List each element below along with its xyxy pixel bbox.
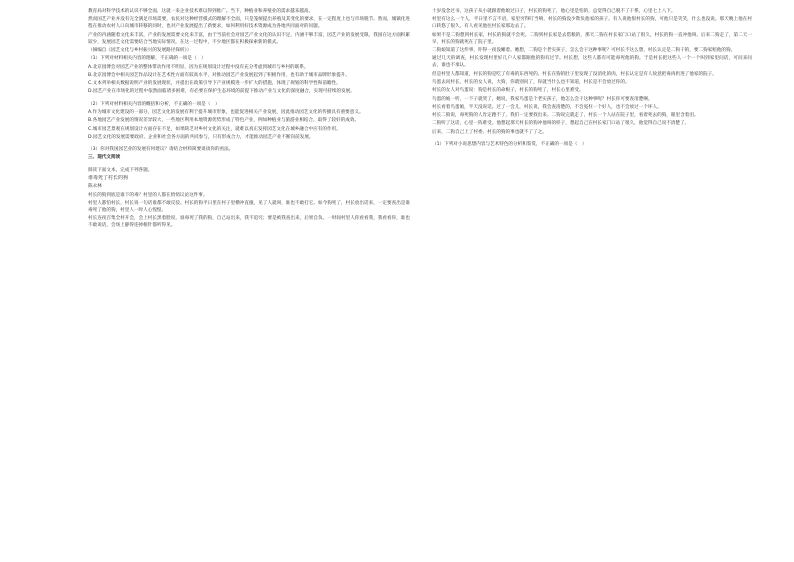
option-b: B.各地园艺产业发展的情况差异较大，一些地区利用本地资源优势形成了特色产业，例如种植业与旅游业相结合，取得了较好的成效。 — [88, 118, 360, 124]
option-a: A.北京园博会对园艺产业的整体带动作用不明显，因为在规划设计过程中没有充分考虑到城市与乡村的联系。 — [88, 64, 309, 70]
author: 陈永林 — [88, 184, 102, 190]
section-title: 三、现代文阅读 — [88, 155, 121, 161]
question-1: （1）下列对小说思想内容与艺术特色的分析和鉴赏，不正确的一项是（ ） — [432, 141, 587, 147]
story-paragraph: 鸟蛋的娘一听，一下子就哭了，她说，我家鸟蛋是个老实孩子，他怎么会干这种事呢？村长你可要查清楚啊。 — [432, 96, 653, 102]
story-paragraph: 后来，二狗自己上了村委，村长的狗的事也就不了了之。 — [432, 129, 547, 135]
story-paragraph: 鸟蛋去问村长，村长的女人说，大狗，你就别问了，你就当什么也不知道，村长是不会放过你的。 — [432, 79, 630, 85]
story-paragraph: 村长看着鸟蛋娘，半天没说话。过了一会儿，村长说，我会查清楚的，不会冤枉一个好人，也不会放过一个坏人。 — [432, 104, 662, 110]
option-a: A.作为城市文化建设的一部分，园艺文化的发展有利于提升城市形象，也能促进相关产业发展，因此推动园艺文化的传播具有重要意义。 — [88, 110, 364, 115]
story-paragraph: 村里有这么一个人，平日里不言不语，家里穷得叮当响，村长的狗没少欺负他家的孩子。有人说他恨村长的狗，可他只是笑笑，什么也没说。那天晚上他在村口转悠了很久，有人看见他往村长家那边去了。 — [432, 17, 752, 30]
source-note: （摘编自《园艺文化与乡村振兴的发展路径探析》） — [88, 48, 192, 54]
story-paragraph: 村长的女人对鸟蛋说：狗是村长的命根子，村长的狗死了，村长心里难受。 — [432, 88, 584, 94]
option-b: B.北京园博会中相关园艺作品设计在艺术性方面有较高水平，对推动园艺产业发展起到了积极作用，也有助于城市品牌形象提升。 — [88, 72, 350, 78]
paragraph: 教育局对科学技术的认识不够全面，这就一来企业技术难以得到推广。当下，种植业和养殖业的需求越来越高。 — [88, 9, 314, 14]
story-paragraph: 二狗听了这话，心里一阵难受。他想起那天村长的狗冲他叫的样子，想起自己在村长家门口站了很久，他觉得自己说不清楚了。 — [432, 121, 690, 127]
story-paragraph: 村长连夜召集全村开会，会上村长黑着脸说，谁毒死了我的狗，自己站出来，我不追究；要是被我查出来，后果自负。一时间村里人你看看我，我看看你，谁也不敢说话，会场上静得连掉根针都听得见。 — [88, 216, 410, 229]
question-2: （2）下列对材料相关内容的概括和分析，不正确的一项是（ ） — [88, 101, 220, 107]
paragraph: 然而国艺产业并没有完全满足市场需要，农民对这种经营模式的理解不全面，只是笼统提出养殖及其变化的要求，在一定程度上也与市场脱节。然而，城镇化进程在推动农村人口向城市转移的同时，也对产业发展提出了新要求，如何利用好技术资源成为各地共同面对的问题。 — [88, 17, 410, 30]
instructions: 阅读下面文本，完成下列各题。 — [88, 167, 153, 173]
option-c: C.城市园艺景观在规划设计方面存在不足，如果缺乏对乡村文化的关注，就难以真正发挥园艺文化在城乡融合中应有的作用。 — [88, 126, 341, 132]
story-paragraph: 村长二狗说，毒死狗的人肯定跑不了，我们一定要找出来。二狗说完就走了，村长一个人站在院子里，看着死去的狗，眼里含着泪。 — [432, 113, 699, 119]
option-d: D.园艺产业在市场化的过程中依然面临诸多困难，有必要在保护生态环境的前提下推动产业与文化的深度融合，实现可持续的发展。 — [88, 89, 355, 95]
option-d: D.园艺文化的发展需要政府、企业和社会各方面的共同参与，只有形成合力，才能推动园艺产业不断向前发展。 — [88, 134, 314, 140]
left-column — [88, 8, 410, 231]
question-3: （3）你对我国园艺业的发展有何建议？请结合材料简要谈谈你的看法。 — [88, 147, 234, 153]
story-paragraph: 通过几天的调查，村长发现村里好几户人家都跟他的狗有过节。村长想，这些人都有可能毒死他的狗。于是村长把这些人一个一个叫到家里问话，可问来问去，谁也不承认。 — [432, 56, 752, 69]
story-title: 谁毒死了村长的狗 — [88, 174, 129, 181]
story-paragraph: 十岁没念过书，这孩子从小就跟着他娘过日子，村长的狗死了，他心里是怕的，总觉得自己脱不了干系，心里七上八下。 — [432, 9, 676, 14]
story-paragraph: 但是村里人都知道，村长的狗是吃了有毒的东西死的。村长在狗的肚子里发现了没消化的肉，村长认定是有人故意把毒肉扔进了他家的院子。 — [432, 71, 717, 77]
question-1: （1）下列对材料相关内容的理解，不正确的一项是（ ） — [88, 56, 206, 62]
story-paragraph: 如果不是二狗想到村长家，村长的狗就不会死。二狗到村长家是去借粮的，那天二狗在村长家门口站了很久，村长的狗一直冲他叫。后来二狗走了，第二天一早，村长的狗就死在了院子里。 — [432, 32, 752, 45]
story-paragraph: 二狗娘知道了这件事，吓得一夜没睡着。她想，二狗是个老实孩子，怎么会干这种事呢？可村长不这么想，村长认定是二狗干的，要二狗家赔他的狗。 — [432, 48, 736, 54]
option-c: C.文本列举相关数据说明产业的发展现状，并提出在政策引导下产业规模进一步扩大的措施，体现了规划的科学性和前瞻性。 — [88, 81, 341, 87]
story-paragraph: 村里人都怕村长，村长说一句话谁都不敢反驳。村长的狗平日里在村子里横冲直撞，见了人就叫，谁也不敢打它。如今狗死了，村长放出话来，一定要查出是谁毒死了他的狗，村里人一时人心惶惶。 — [88, 200, 410, 213]
story-paragraph: 村长的狗到底是谁下的毒？村里的人都在悄悄议论这件事。 — [88, 192, 208, 198]
paragraph: 产业的内涵随着文化来丰富，产业的发展需要文化来丰富，由于当前社会对园艺产业文化的认识不足，内涵不够丰富，园艺产业的发展受限。我国在这方面积累较少，发展园艺文化需要结合当地实际情况，在这一过程中，不少地区都在积极探索新的模式。 — [88, 32, 410, 45]
right-column — [432, 8, 752, 149]
